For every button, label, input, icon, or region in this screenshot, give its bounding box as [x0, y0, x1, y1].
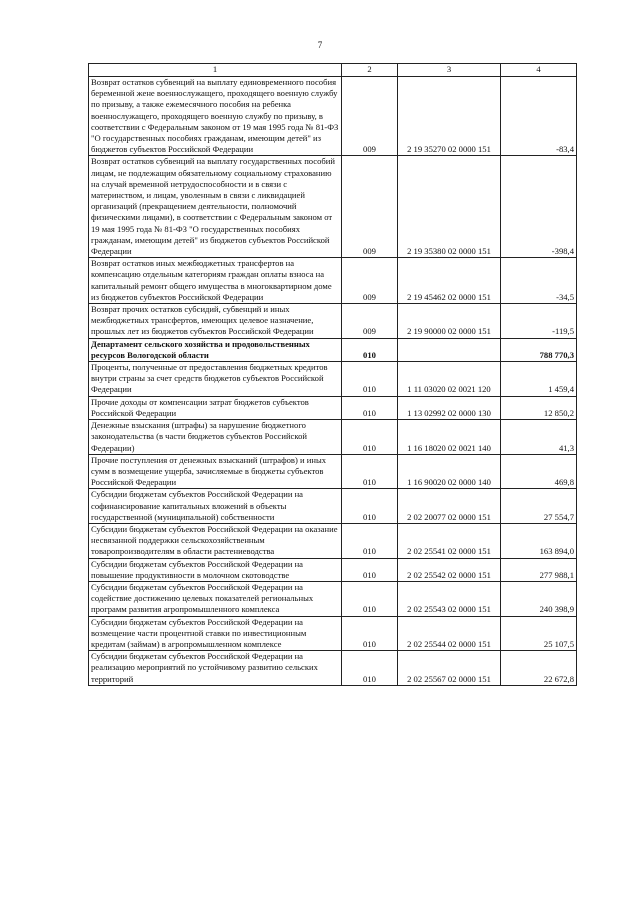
header-col-3: 3 [398, 64, 501, 77]
row-name-cell: Проценты, полученные от предоставления бюджетных кредитов внутри страны за счет средств бюджетов субъектов Российской Федерации [89, 362, 342, 397]
table-row [89, 489, 577, 524]
table-row [89, 523, 577, 558]
table-row [89, 156, 577, 258]
row-admin-code-cell: 010 [342, 651, 398, 686]
table-row [89, 338, 577, 361]
row-admin-code-cell: 010 [342, 558, 398, 581]
row-revenue-code-cell: 2 19 45462 02 0000 151 [398, 258, 501, 304]
row-name-cell: Субсидии бюджетам субъектов Российской Федерации на реализацию мероприятий по устойчивому развитию сельских территорий [89, 651, 342, 686]
table-row [89, 616, 577, 651]
row-revenue-code-cell: 2 02 20077 02 0000 151 [398, 489, 501, 524]
table-row [89, 77, 577, 156]
row-revenue-code-cell: 2 19 35270 02 0000 151 [398, 77, 501, 156]
table-row [89, 304, 577, 339]
row-name-cell: Субсидии бюджетам субъектов Российской Федерации на возмещение части процентной ставки по инвестиционным кредитам (займам) в агропромышленном комплексе [89, 616, 342, 651]
row-amount-cell: 27 554,7 [501, 489, 577, 524]
row-amount-cell: -83,4 [501, 77, 577, 156]
row-revenue-code-cell: 1 11 03020 02 0021 120 [398, 362, 501, 397]
row-amount-cell: 12 850,2 [501, 396, 577, 419]
row-name-cell: Возврат остатков субвенций на выплату государственных пособий лицам, не подлежащим обязательному социальному страхованию на случай временной нетрудоспособности и в связи с материнством, и лицам, уволенным в связи с ликвидацией организаций (прекращением деятельности, полномочий физическими лицами), в соответствии с Федеральным законом от 19 мая 1995 года № 81-ФЗ "О государственных пособиях гражданам, имеющим детей" из бюджетов субъектов Российской Федерации [89, 156, 342, 258]
table-row [89, 454, 577, 489]
row-admin-code-cell: 010 [342, 581, 398, 616]
row-amount-cell: -34,5 [501, 258, 577, 304]
table-header-row [89, 64, 577, 77]
row-admin-code-cell: 010 [342, 616, 398, 651]
row-name-cell: Денежные взыскания (штрафы) за нарушение бюджетного законодательства (в части бюджетов субъектов Российской Федерации) [89, 420, 342, 455]
header-col-4: 4 [501, 64, 577, 77]
row-revenue-code-cell [398, 338, 501, 361]
table-row [89, 581, 577, 616]
table-row [89, 651, 577, 686]
row-revenue-code-cell: 2 02 25567 02 0000 151 [398, 651, 501, 686]
row-admin-code-cell: 010 [342, 489, 398, 524]
row-revenue-code-cell: 2 02 25544 02 0000 151 [398, 616, 501, 651]
row-name-cell: Субсидии бюджетам субъектов Российской Федерации на содействие достижению целевых показателей региональных программ развития агропромышленного комплекса [89, 581, 342, 616]
row-admin-code-cell: 010 [342, 362, 398, 397]
row-amount-cell: 240 398,9 [501, 581, 577, 616]
row-amount-cell: 25 107,5 [501, 616, 577, 651]
table-row [89, 396, 577, 419]
table-row [89, 258, 577, 304]
row-name-cell: Возврат остатков субвенций на выплату единовременного пособия беременной жене военнослужащего, проходящего военную службу по призыву, а также ежемесячного пособия на ребенка военнослужащего, проходящего военную службу по призыву, в соответствии с Федеральным законом от 19 мая 1995 года № 81-ФЗ "О государственных пособиях гражданам, имеющим детей" из бюджетов субъектов Российской Федерации [89, 77, 342, 156]
row-amount-cell: -119,5 [501, 304, 577, 339]
table-body [89, 77, 577, 686]
row-revenue-code-cell: 1 16 18020 02 0021 140 [398, 420, 501, 455]
row-admin-code-cell: 010 [342, 396, 398, 419]
row-name-cell: Возврат остатков иных межбюджетных трансфертов на компенсацию отдельным категориям граждан оплаты взноса на капитальный ремонт общего имущества в многоквартирном доме из бюджетов субъектов Российской Федерации [89, 258, 342, 304]
row-revenue-code-cell: 2 02 25541 02 0000 151 [398, 523, 501, 558]
row-revenue-code-cell: 2 19 35380 02 0000 151 [398, 156, 501, 258]
row-amount-cell: 1 459,4 [501, 362, 577, 397]
row-revenue-code-cell: 1 16 90020 02 0000 140 [398, 454, 501, 489]
header-col-1: 1 [89, 64, 342, 77]
row-revenue-code-cell: 2 19 90000 02 0000 151 [398, 304, 501, 339]
row-amount-cell: 469,8 [501, 454, 577, 489]
row-amount-cell: 788 770,3 [501, 338, 577, 361]
row-revenue-code-cell: 1 13 02992 02 0000 130 [398, 396, 501, 419]
table-row [89, 420, 577, 455]
row-name-cell: Субсидии бюджетам субъектов Российской Федерации на повышение продуктивности в молочном скотоводстве [89, 558, 342, 581]
row-amount-cell: 163 894,0 [501, 523, 577, 558]
row-admin-code-cell: 009 [342, 304, 398, 339]
row-name-cell: Прочие доходы от компенсации затрат бюджетов субъектов Российской Федерации [89, 396, 342, 419]
row-revenue-code-cell: 2 02 25542 02 0000 151 [398, 558, 501, 581]
row-admin-code-cell: 009 [342, 156, 398, 258]
budget-revenue-table [88, 63, 577, 686]
row-amount-cell: -398,4 [501, 156, 577, 258]
row-admin-code-cell: 009 [342, 258, 398, 304]
table-row [89, 362, 577, 397]
row-admin-code-cell: 010 [342, 338, 398, 361]
row-revenue-code-cell: 2 02 25543 02 0000 151 [398, 581, 501, 616]
row-admin-code-cell: 009 [342, 77, 398, 156]
row-admin-code-cell: 010 [342, 454, 398, 489]
header-col-2: 2 [342, 64, 398, 77]
table-row [89, 558, 577, 581]
page-number: 7 [317, 40, 323, 50]
row-admin-code-cell: 010 [342, 523, 398, 558]
row-name-cell: Возврат прочих остатков субсидий, субвенций и иных межбюджетных трансфертов, имеющих целевое назначение, прошлых лет из бюджетов субъектов Российской Федерации [89, 304, 342, 339]
row-amount-cell: 277 988,1 [501, 558, 577, 581]
row-name-cell: Субсидии бюджетам субъектов Российской Федерации на софинансирование капитальных вложений в объекты государственной (муниципальной) собственности [89, 489, 342, 524]
row-amount-cell: 41,3 [501, 420, 577, 455]
row-admin-code-cell: 010 [342, 420, 398, 455]
row-name-cell: Прочие поступления от денежных взысканий (штрафов) и иных сумм в возмещение ущерба, зачисляемые в бюджеты субъектов Российской Федерации [89, 454, 342, 489]
row-name-cell: Субсидии бюджетам субъектов Российской Федерации на оказание несвязанной поддержки сельскохозяйственным товаропроизводителям в области растениеводства [89, 523, 342, 558]
row-name-cell: Департамент сельского хозяйства и продовольственных ресурсов Вологодской области [89, 338, 342, 361]
row-amount-cell: 22 672,8 [501, 651, 577, 686]
